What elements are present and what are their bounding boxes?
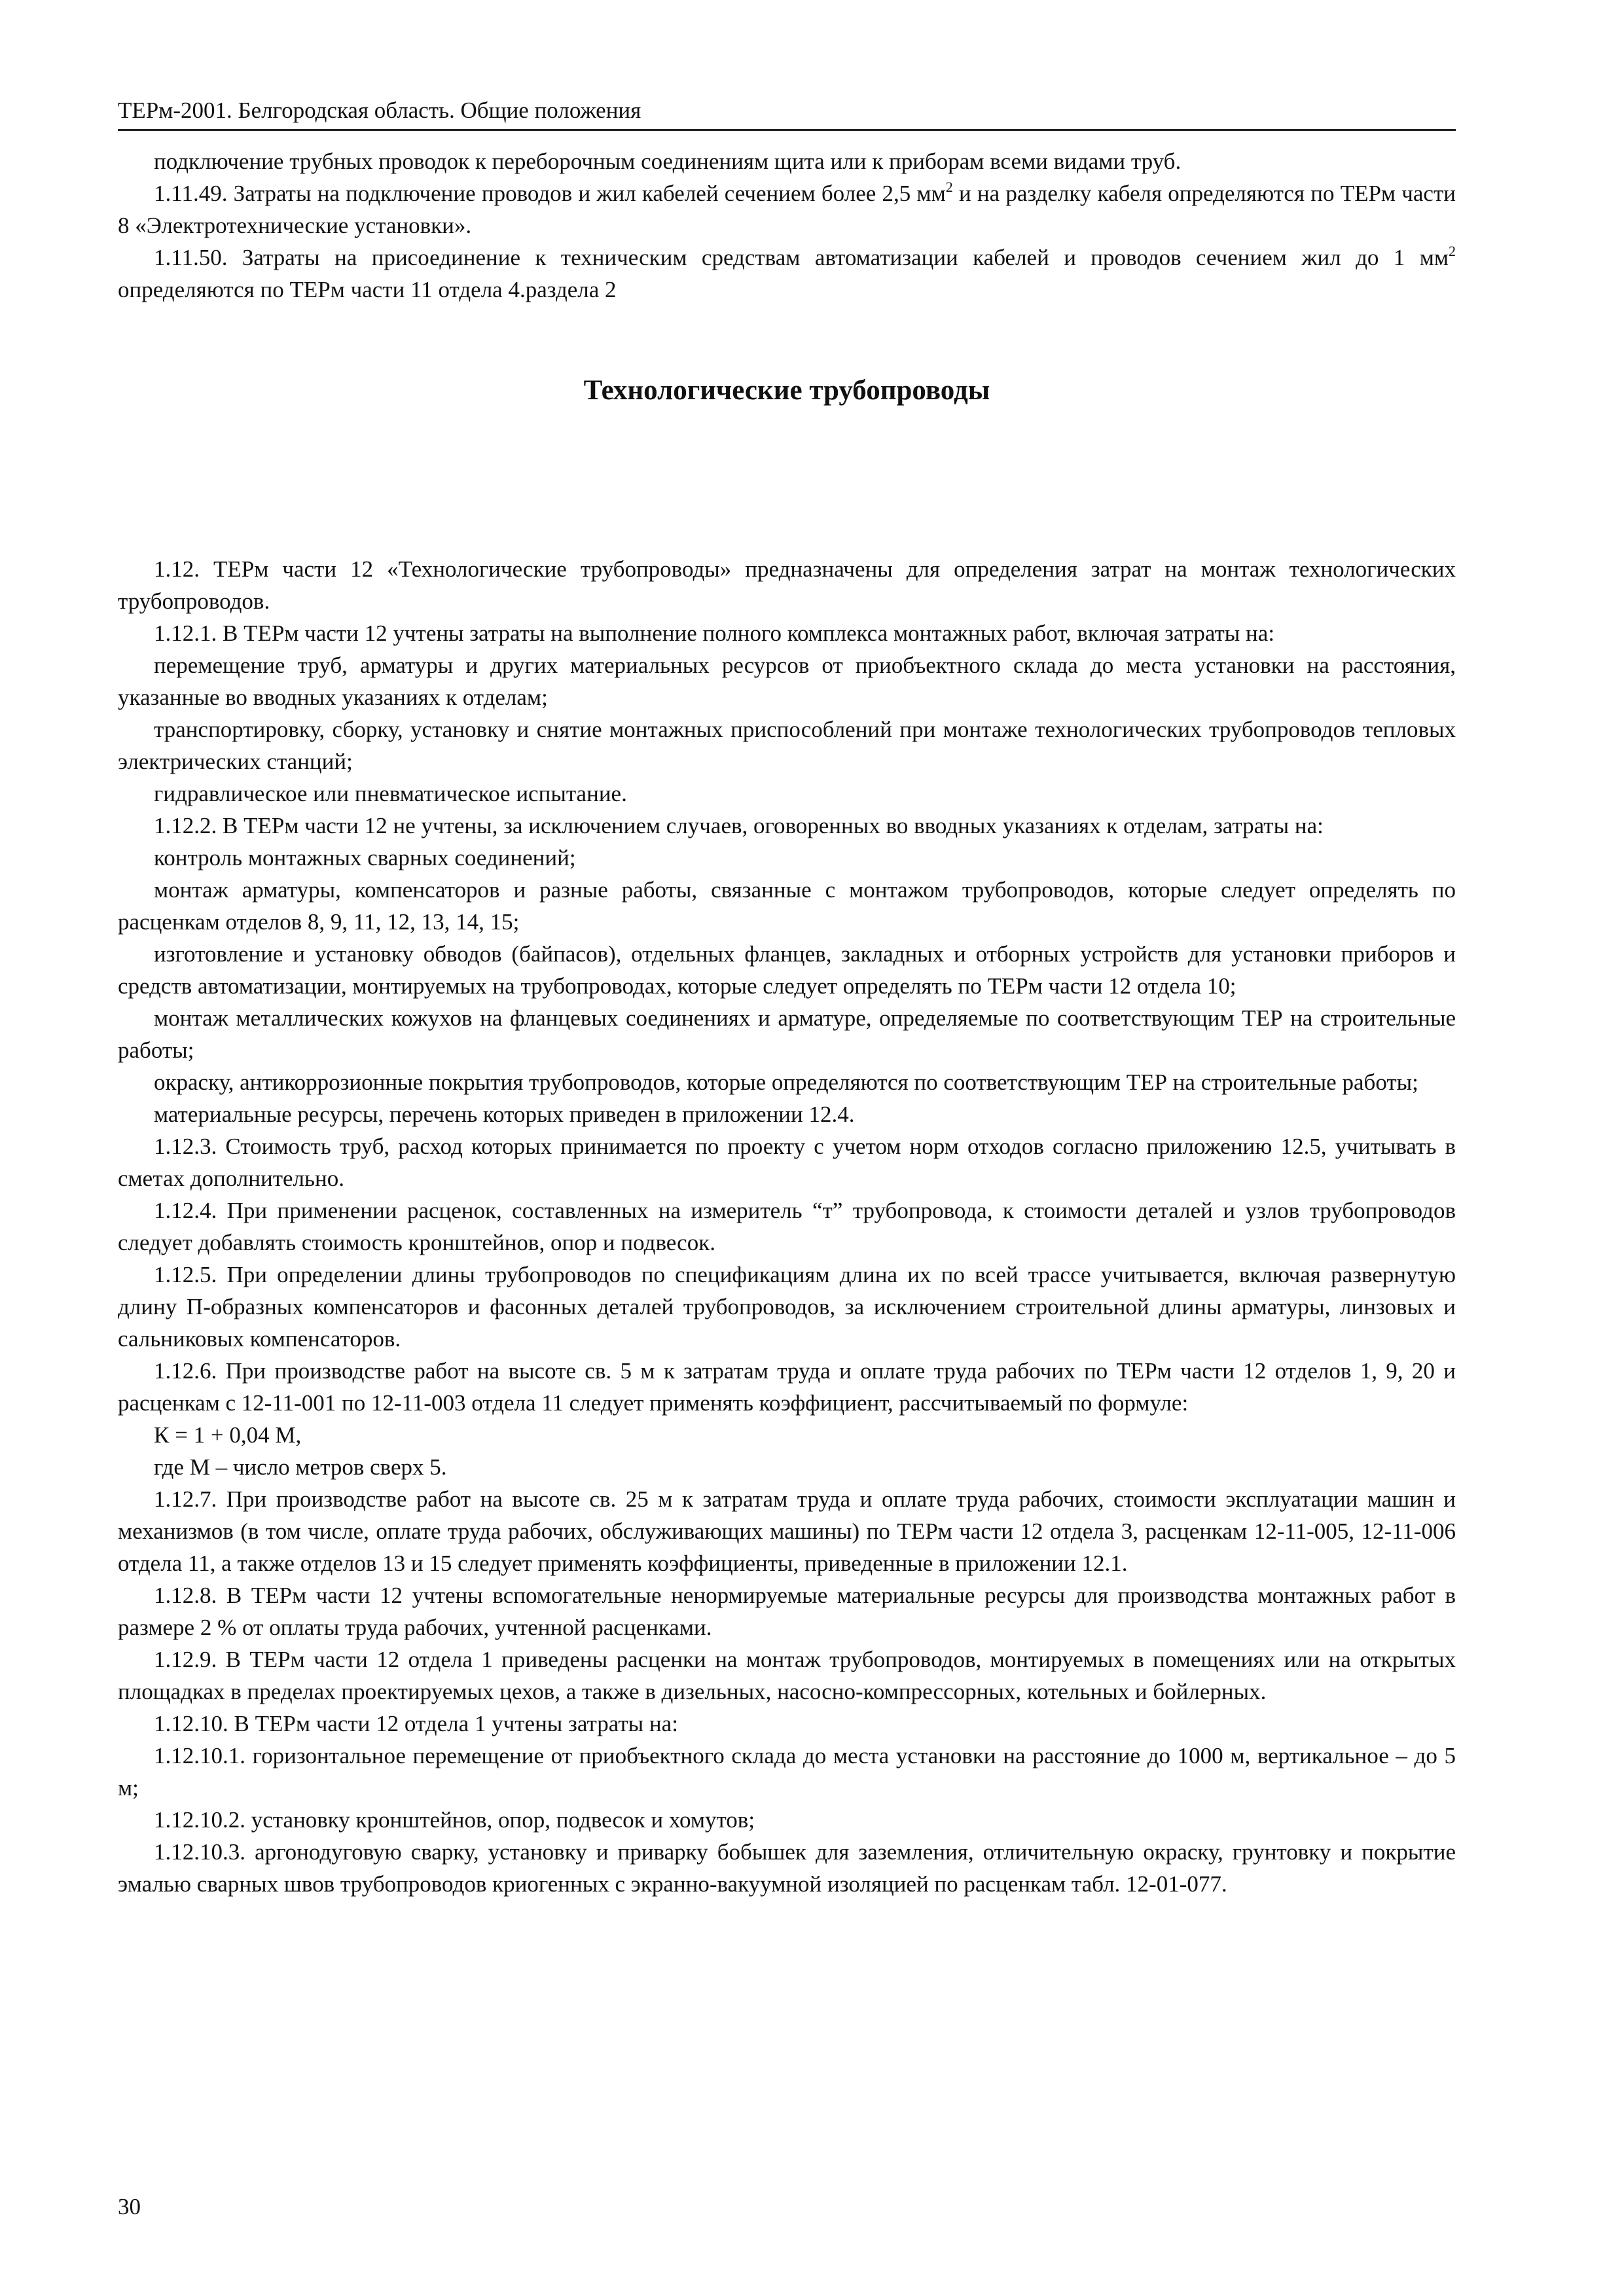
paragraph: К = 1 + 0,04 М, <box>154 1422 302 1448</box>
paragraph-text: 1.11.49. Затраты на подключение проводов и жил кабелей сечением более 2,5 мм <box>154 181 946 206</box>
spacer <box>118 410 1456 553</box>
document-body <box>118 145 1456 1900</box>
page-header <box>118 94 1456 131</box>
paragraph: монтаж арматуры, компенсаторов и разные работы, связанные с монтажом трубопроводов, которые следует определять по расценкам отделов 8, 9, 11, 12, 13, 14, 15; <box>118 877 1456 935</box>
paragraph: 1.12.6. При производстве работ на высоте св. 5 м к затратам труда и оплате труда рабочих по ТЕРм части 12 отделов 1, 9, 20 и расценкам с 12-11-001 по 12-11-003 отдела 11 следует применять коэффициент, рассчитываемый по формуле: <box>118 1358 1456 1416</box>
superscript: 2 <box>1449 243 1456 259</box>
superscript: 2 <box>945 179 953 195</box>
paragraph: 1.12.2. В ТЕРм части 12 не учтены, за исключением случаев, оговоренных во вводных указаниях к отделам, затраты на: <box>154 813 1324 838</box>
paragraph: 1.12.10. В ТЕРм части 12 отдела 1 учтены затраты на: <box>154 1711 678 1736</box>
paragraph: 1.12.10.1. горизонтальное перемещение от приобъектного склада до места установки на расстояние до 1000 м, вертикальное – до 5 м; <box>118 1743 1456 1801</box>
paragraph: 1.12.1. В ТЕРм части 12 учтены затраты на выполнение полного комплекса монтажных работ, включая затраты на: <box>154 620 1275 646</box>
paragraph: перемещение труб, арматуры и других материальных ресурсов от приобъектного склада до места установки на расстояния, указанные во вводных указаниях к отделам; <box>118 653 1456 710</box>
paragraph-text: определяются по ТЕРм части 11 отдела 4.раздела 2 <box>118 277 617 302</box>
paragraph: 1.12.10.2. установку кронштейнов, опор, подвесок и хомутов; <box>154 1807 755 1833</box>
paragraph: где М – число метров сверх 5. <box>154 1454 447 1480</box>
page-number: 30 <box>118 2194 141 2219</box>
paragraph: 1.12.5. При определении длины трубопроводов по спецификациям длина их по всей трассе учитывается, включая развернутую длину П-образных компенсаторов и фасонных деталей трубопроводов, за исключением строительной длины арматуры, линзовых и сальниковых компенсаторов. <box>118 1262 1456 1352</box>
paragraph: 1.12.9. В ТЕРм части 12 отдела 1 приведены расценки на монтаж трубопроводов, монтируемых в помещениях или на открытых площадках в пределах проектируемых цехов, а также в дизельных, насосно-компрессорных, котельных и бойлерных. <box>118 1647 1456 1704</box>
paragraph-1-11-49 <box>118 177 1456 242</box>
header-title: ТЕРм-2001. Белгородская область. Общие положения <box>118 98 641 123</box>
paragraph-list <box>118 553 1456 1900</box>
paragraph: 1.12.7. При производстве работ на высоте св. 25 м к затратам труда и оплате труда рабочих, стоимости эксплуатации машин и механизмов (в том числе, оплате труда рабочих, обслуживающих машины) по ТЕРм части 12 отдела 3, расценкам 12-11-005, 12-11-006 отдела 11, а также отделов 13 и 15 следует применять коэффициенты, приведенные в приложении 12.1. <box>118 1486 1456 1576</box>
paragraph-continuation: подключение трубных проводок к переборочным соединениям щита или к приборам всеми видами труб. <box>154 149 1182 174</box>
paragraph: гидравлическое или пневматическое испытание. <box>154 781 627 806</box>
paragraph: материальные ресурсы, перечень которых приведен в приложении 12.4. <box>154 1102 855 1127</box>
paragraph-1-11-50 <box>118 242 1456 306</box>
paragraph: изготовление и установку обводов (байпасов), отдельных фланцев, закладных и отборных устройств для установки приборов и средств автоматизации, монтируемых на трубопроводах, которые следует определять по ТЕРм части 12 отдела 10; <box>118 941 1456 999</box>
paragraph-text: 1.11.50. Затраты на присоединение к техническим средствам автоматизации кабелей и проводов сечением жил до 1 мм <box>154 245 1449 270</box>
paragraph: 1.12.10.3. аргонодуговую сварку, установку и приварку бобышек для заземления, отличительную окраску, грунтовку и покрытие эмалью сварных швов трубопроводов криогенных с экранно-вакуумной изоляцией по расценкам табл. 12-01-077. <box>118 1839 1456 1897</box>
paragraph-text: и на разделку кабеля определяются по ТЕРм части 8 «Электротехнические установки». <box>118 181 1456 238</box>
paragraph: монтаж металлических кожухов на фланцевых соединениях и арматуре, определяемые по соответствующим ТЕР на строительные работы; <box>118 1005 1456 1063</box>
paragraph: транспортировку, сборку, установку и снятие монтажных приспособлений при монтаже технологических трубопроводов тепловых электрических станций; <box>118 717 1456 774</box>
paragraph: 1.12.8. В ТЕРм части 12 учтены вспомогательные ненормируемые материальные ресурсы для производства монтажных работ в размере 2 % от оплаты труда рабочих, учтенной расценками. <box>118 1583 1456 1640</box>
paragraph: 1.12.4. При применении расценок, составленных на измеритель “т” трубопровода, к стоимости деталей и узлов трубопроводов следует добавлять стоимость кронштейнов, опор и подвесок. <box>118 1198 1456 1255</box>
paragraph: 1.12.3. Стоимость труб, расход которых принимается по проекту с учетом норм отходов согласно приложению 12.5, учитывать в сметах дополнительно. <box>118 1134 1456 1191</box>
section-heading: Технологические трубопроводы <box>583 375 990 406</box>
paragraph: окраску, антикоррозионные покрытия трубопроводов, которые определяются по соответствующим ТЕР на строительные работы; <box>154 1069 1418 1095</box>
paragraph: 1.12. ТЕРм части 12 «Технологические трубопроводы» предназначены для определения затрат на монтаж технологических трубопроводов. <box>118 556 1456 614</box>
spacer <box>118 306 1456 371</box>
paragraph: контроль монтажных сварных соединений; <box>154 845 576 870</box>
